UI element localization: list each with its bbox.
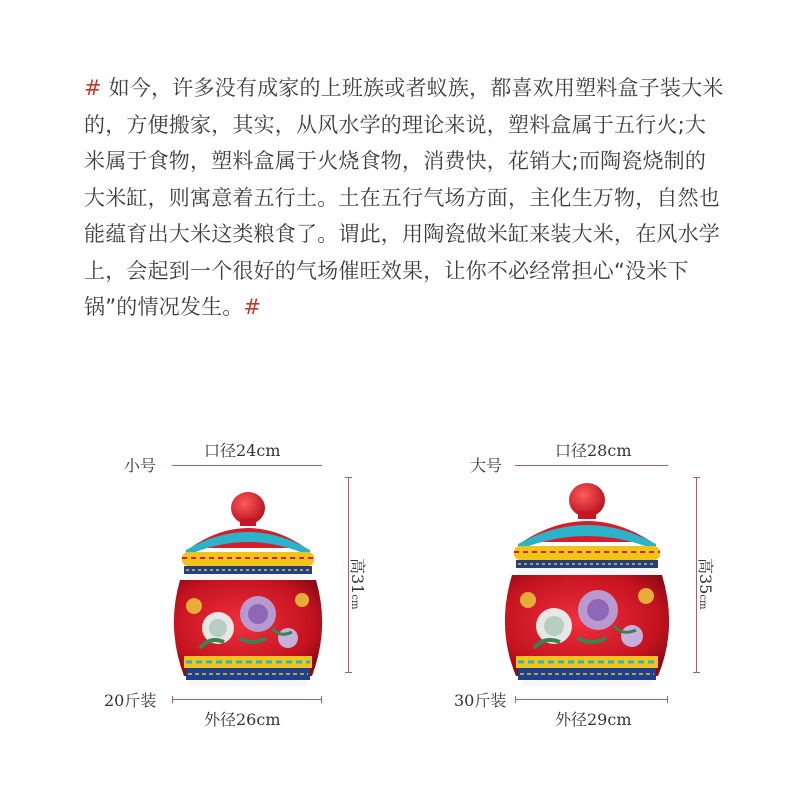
large-outer-line [515,699,668,700]
large-size-label: 大号 [470,456,503,475]
small-height-value: 高31 [348,558,367,595]
small-capacity: 20斤装 [104,691,157,710]
hash-mark-close: # [243,295,262,319]
small-jar-image [160,488,336,690]
large-outer-tick-left [515,696,516,703]
hash-mark-open: # [84,76,102,100]
large-height-label [695,558,718,609]
small-mouth-diameter: 口径24cm [204,441,281,460]
large-height-tick-top [693,477,700,478]
large-capacity: 30斤装 [454,691,507,710]
small-height-tick-bottom [345,672,352,673]
small-outer-tick-right [321,696,322,703]
large-outer-diameter: 外径29cm [555,710,632,729]
small-outer-tick-left [172,696,173,703]
large-height-unit: cm [697,594,708,610]
large-jar-image [492,480,682,690]
large-height-tick-bottom [693,672,700,673]
large-mouth-diameter: 口径28cm [555,441,632,460]
intro-paragraph [84,70,724,326]
small-size-label: 小号 [124,456,157,475]
small-height-unit: cm [349,594,360,610]
small-mouth-line [172,465,322,466]
large-height-value: 高35 [696,558,715,595]
large-mouth-line [515,465,668,466]
large-outer-tick-right [667,696,668,703]
small-outer-line [172,699,322,700]
small-height-label [347,558,370,609]
intro-text: 如今，许多没有成家的上班族或者蚁族，都喜欢用塑料盒子装大米的，方便搬家，其实，从风水学的理论来说，塑料盒属于五行火;大米属于食物，塑料盒属于火烧食物，消费快，花销大;而陶瓷烧制的大米缸，则寓意着五行土。土在五行气场方面，主化生万物，自然也能蕴育出大米这类粮食了。谓此，用陶瓷做米缸来装大米，在风水学上，会起到一个很好的气场催旺效果，让你不必经常担心“没米下锅”的情况发生。 [84,76,724,319]
small-height-tick-top [345,477,352,478]
small-outer-diameter: 外径26cm [204,710,281,729]
